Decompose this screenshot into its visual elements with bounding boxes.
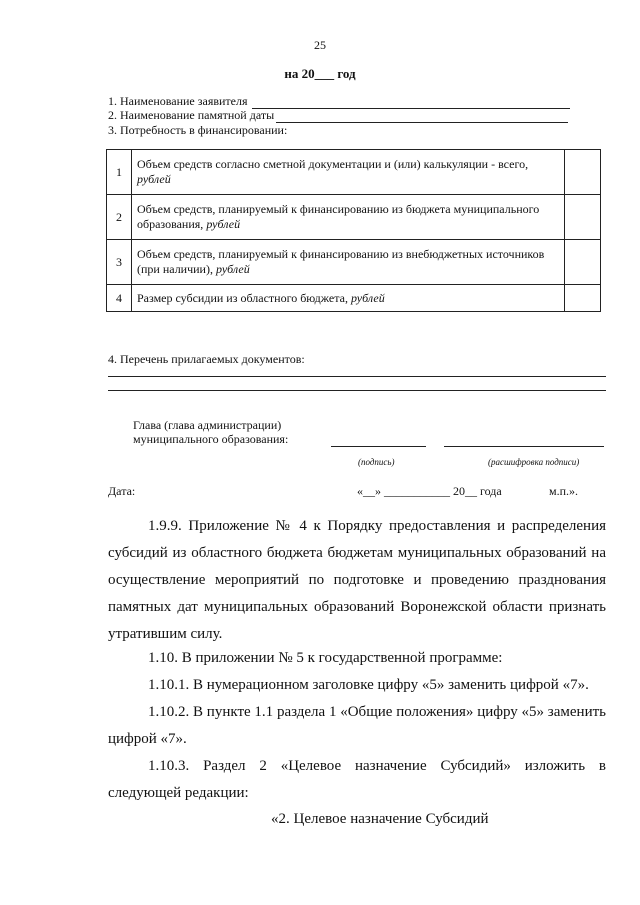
row-description: Размер субсидии из областного бюджета, рублей: [132, 285, 565, 312]
row-number: 3: [107, 240, 132, 285]
funding-table: [106, 149, 601, 312]
funding-need-label: 3. Потребность в финансировании:: [108, 123, 288, 137]
row-value-cell: [565, 240, 601, 285]
signature-decode-blank: [444, 446, 604, 447]
table-row: [107, 195, 601, 240]
memorial-date-label: 2. Наименование памятной даты: [108, 108, 275, 122]
paragraph-1-9-9: 1.9.9. Приложение № 4 к Порядку предоставления и распределения субсидий из областного бюджета бюджетам муниципальных образований на осуществление мероприятий по подготовке и проведению празднования памятных дат муниципальных образований Воронежской области признать утратившим силу.: [108, 518, 606, 642]
applicant-label: 1. Наименование заявителя: [108, 94, 248, 108]
row-description: Объем средств согласно сметной документации и (или) калькуляции - всего, рублей: [132, 150, 565, 195]
row-value-cell: [565, 285, 601, 312]
paragraph-1-10: 1.10. В приложении № 5 к государственной программе:: [148, 650, 503, 666]
signature-blank: [331, 446, 426, 447]
page-number: 25: [314, 38, 326, 52]
stamp-mark: м.п.».: [549, 484, 579, 498]
row-value-cell: [565, 150, 601, 195]
table-row: [107, 285, 601, 312]
paragraph-1-10-3: 1.10.3. Раздел 2 «Целевое назначение Субсидий» изложить в следующей редакции:: [108, 758, 606, 801]
table-row: [107, 150, 601, 195]
form-year-heading: на 20___ год: [284, 66, 356, 81]
head-title-line2: муниципального образования:: [133, 432, 289, 446]
row-number: 1: [107, 150, 132, 195]
paragraph-1-10-1: 1.10.1. В нумерационном заголовке цифру «5» заменить цифрой «7».: [148, 677, 589, 693]
row-number: 2: [107, 195, 132, 240]
memorial-date-blank: [276, 111, 568, 123]
date-label: Дата:: [108, 484, 136, 498]
row-description: Объем средств, планируемый к финансированию из внебюджетных источников (при наличии), рублей: [132, 240, 565, 285]
paragraph-1-10-2: 1.10.2. В пункте 1.1 раздела 1 «Общие положения» цифру «5» заменить цифрой «7».: [108, 704, 606, 747]
table-row: [107, 240, 601, 285]
documents-blank-line: [108, 390, 606, 391]
row-value-cell: [565, 195, 601, 240]
applicant-field: [108, 94, 570, 109]
row-description: Объем средств, планируемый к финансированию из бюджета муниципального образования, рублей: [132, 195, 565, 240]
documents-blank-line: [108, 376, 606, 377]
row-number: 4: [107, 285, 132, 312]
signature-decode-caption: (расшифровка подписи): [488, 457, 580, 467]
section-2-heading: «2. Целевое назначение Субсидий: [271, 811, 489, 827]
documents-list-label: 4. Перечень прилагаемых документов:: [108, 352, 305, 366]
head-title-line1: Глава (глава администрации): [133, 418, 282, 432]
memorial-date-field: [108, 108, 568, 123]
signature-caption: (подпись): [358, 457, 395, 467]
date-value: «__» ___________ 20__ года: [357, 484, 502, 498]
